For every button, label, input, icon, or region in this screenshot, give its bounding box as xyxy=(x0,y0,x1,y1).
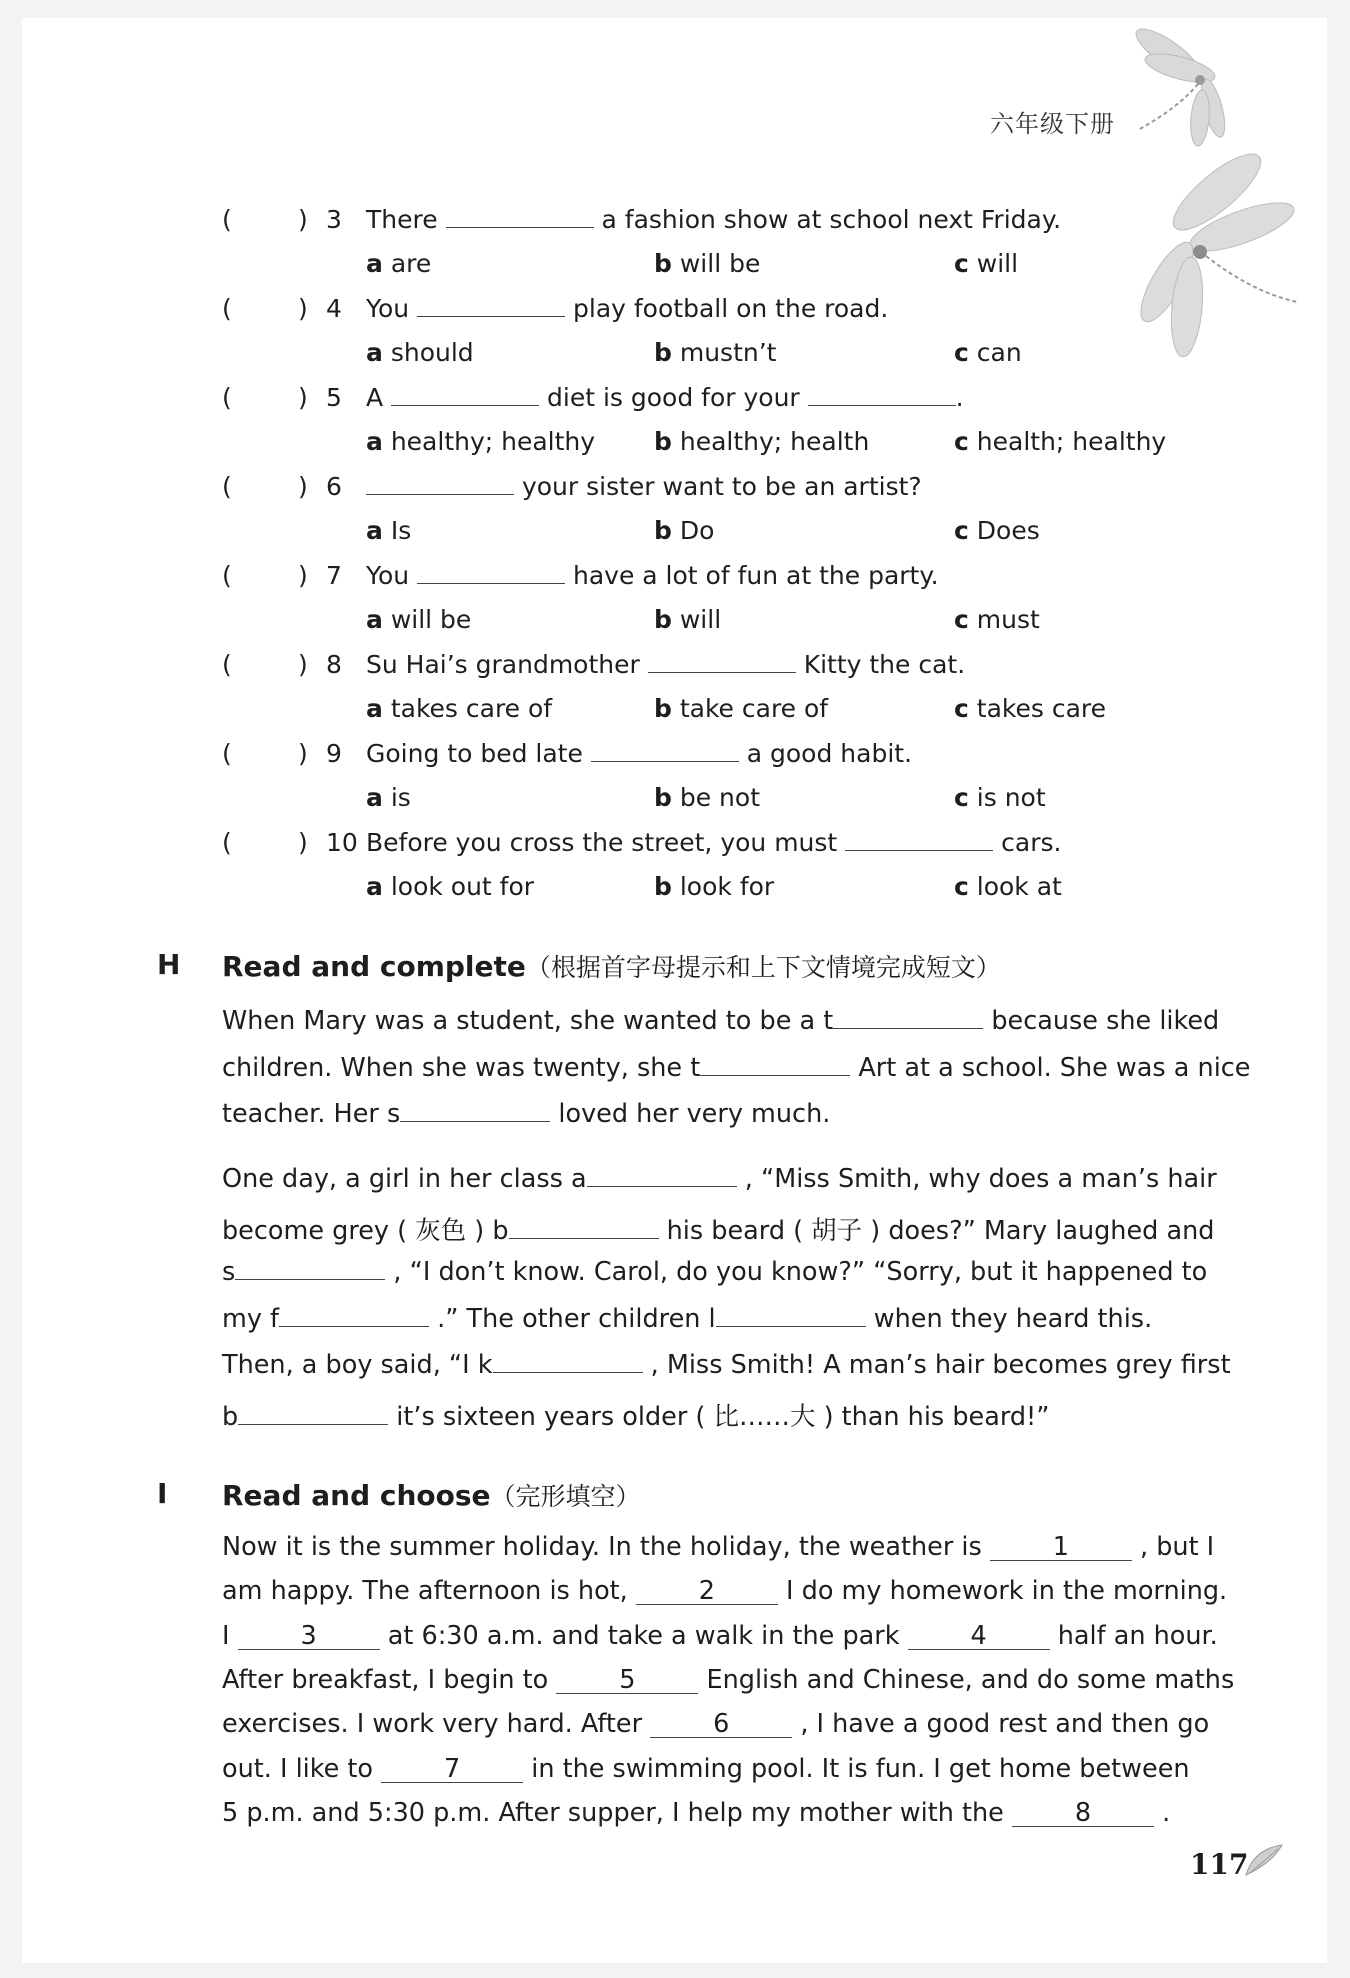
question-row xyxy=(0,739,1350,773)
option-a[interactable] xyxy=(366,783,411,812)
passage-text: , Miss Smith! A man’s hair becomes grey first xyxy=(650,1350,1231,1380)
option-text: will xyxy=(968,249,1019,278)
numbered-blank[interactable]: 7 xyxy=(381,1754,523,1783)
question-text: diet is good for your xyxy=(547,383,800,412)
option-text: are xyxy=(382,249,432,278)
numbered-blank[interactable]: 2 xyxy=(636,1576,778,1605)
question-text: You xyxy=(366,561,410,590)
answer-box[interactable] xyxy=(236,294,294,324)
option-text: is not xyxy=(968,783,1046,812)
passage-text: become grey ( 灰色 ) b xyxy=(222,1215,509,1246)
section-h-title xyxy=(222,948,1001,984)
answer-bracket-close: ) xyxy=(298,828,308,857)
passage-text: b xyxy=(222,1401,239,1432)
section-h-title-cn: （根据首字母提示和上下文情境完成短文） xyxy=(525,953,1001,982)
answer-blank[interactable] xyxy=(700,1074,850,1076)
question-text: Kitty the cat. xyxy=(803,650,966,679)
passage-text: his beard ( 胡子 ) does?” Mary laughed and xyxy=(666,1215,1215,1246)
question-stem xyxy=(366,650,965,679)
option-letter: a xyxy=(366,427,383,456)
options-row xyxy=(0,516,1350,550)
section-i-title-cn: （完形填空） xyxy=(490,1482,641,1511)
answer-blank[interactable] xyxy=(446,226,594,228)
passage-text: out. I like to xyxy=(222,1753,374,1784)
answer-blank[interactable] xyxy=(400,1120,550,1122)
question-text: You xyxy=(366,294,410,323)
question-text: Going to bed late xyxy=(366,739,583,768)
passage-line xyxy=(222,1164,1217,1198)
passage-line xyxy=(222,1257,1207,1291)
passage-line xyxy=(222,1532,1214,1566)
answer-bracket-open: ( xyxy=(222,739,232,768)
answer-blank[interactable] xyxy=(235,1278,385,1280)
option-b[interactable] xyxy=(654,605,721,634)
option-text: healthy; health xyxy=(671,427,870,456)
option-b[interactable] xyxy=(654,249,760,278)
options-row xyxy=(0,338,1350,372)
answer-blank[interactable] xyxy=(366,493,514,495)
section-h-paragraph-2 xyxy=(222,1164,1231,1432)
passage-text: exercises. I work very hard. After xyxy=(222,1709,643,1740)
option-b[interactable] xyxy=(654,427,869,456)
question-row xyxy=(0,205,1350,239)
answer-blank[interactable] xyxy=(417,582,565,584)
option-text: takes care xyxy=(968,694,1107,723)
question-text: Su Hai’s grandmother xyxy=(366,650,640,679)
option-letter: b xyxy=(654,605,672,634)
section-h-title-en: Read and complete xyxy=(222,950,526,983)
passage-text: Now it is the summer holiday. In the holiday, the weather is xyxy=(222,1532,982,1562)
passage-text: English and Chinese, and do some maths xyxy=(706,1664,1235,1695)
answer-blank[interactable] xyxy=(279,1325,429,1327)
question-number: 8 xyxy=(326,650,342,679)
grade-label: 六年级下册 xyxy=(990,110,1115,138)
option-c[interactable] xyxy=(954,338,1022,367)
answer-box[interactable] xyxy=(236,828,294,858)
answer-blank[interactable] xyxy=(808,404,956,406)
numbered-blank[interactable]: 8 xyxy=(1012,1798,1154,1827)
option-text: must xyxy=(968,605,1040,634)
passage-text: Art at a school. She was a nice xyxy=(858,1052,1251,1083)
answer-bracket-close: ) xyxy=(298,205,308,234)
option-letter: c xyxy=(954,694,969,723)
option-a[interactable] xyxy=(366,427,595,456)
passage-text: because she liked xyxy=(991,1006,1220,1036)
passage-text: I do my homework in the morning. xyxy=(786,1576,1228,1607)
passage-text: my f xyxy=(222,1303,280,1334)
answer-bracket-open: ( xyxy=(222,383,232,412)
passage-text: at 6:30 a.m. and take a walk in the park xyxy=(387,1620,900,1651)
answer-blank[interactable] xyxy=(587,1185,737,1187)
options-row xyxy=(0,249,1350,283)
page-number: 117 xyxy=(1190,1848,1249,1881)
option-text: can xyxy=(968,338,1022,367)
option-letter: b xyxy=(654,872,672,901)
passage-text: am happy. The afternoon is hot, xyxy=(222,1576,628,1607)
answer-box[interactable] xyxy=(236,205,294,235)
section-i-title-en: Read and choose xyxy=(222,1479,491,1512)
question-text: a fashion show at school next Friday. xyxy=(601,205,1062,234)
numbered-blank[interactable]: 4 xyxy=(908,1621,1050,1650)
option-letter: a xyxy=(366,605,383,634)
section-h-letter: H xyxy=(157,948,181,981)
passage-line xyxy=(222,1211,1214,1245)
section-i-passage xyxy=(222,1532,1235,1828)
passage-line xyxy=(222,1665,1234,1699)
question-number: 5 xyxy=(326,383,342,412)
question-number: 7 xyxy=(326,561,342,590)
question-stem xyxy=(366,383,964,412)
option-c[interactable] xyxy=(954,516,1040,545)
question-text: . xyxy=(955,383,964,412)
passage-text: After breakfast, I begin to xyxy=(222,1664,549,1695)
option-a[interactable] xyxy=(366,249,431,278)
option-letter: a xyxy=(366,516,383,545)
answer-blank[interactable] xyxy=(493,1371,643,1373)
option-c[interactable] xyxy=(954,694,1106,723)
option-b[interactable] xyxy=(654,694,828,723)
question-number: 9 xyxy=(326,739,342,768)
question-number: 3 xyxy=(326,205,342,234)
answer-blank[interactable] xyxy=(591,760,739,762)
option-letter: c xyxy=(954,249,969,278)
question-text: a good habit. xyxy=(746,739,913,768)
answer-bracket-close: ) xyxy=(298,650,308,679)
question-stem xyxy=(366,205,1061,234)
question-text: There xyxy=(366,205,438,234)
option-text: healthy; healthy xyxy=(382,427,596,456)
option-letter: a xyxy=(366,249,383,278)
answer-blank[interactable] xyxy=(716,1325,866,1327)
option-text: mustn’t xyxy=(671,338,777,367)
option-a[interactable] xyxy=(366,605,471,634)
passage-text: .” The other children l xyxy=(437,1303,716,1334)
answer-bracket-open: ( xyxy=(222,561,232,590)
question-stem xyxy=(366,294,888,323)
answer-blank[interactable] xyxy=(238,1423,388,1425)
option-letter: c xyxy=(954,516,969,545)
option-c[interactable] xyxy=(954,872,1062,901)
answer-blank[interactable] xyxy=(417,315,565,317)
options-row xyxy=(0,783,1350,817)
passage-text: half an hour. xyxy=(1057,1620,1218,1651)
option-letter: c xyxy=(954,783,969,812)
answer-bracket-close: ) xyxy=(298,294,308,323)
question-text: your sister want to be an artist? xyxy=(521,472,922,501)
passage-text: , “I don’t know. Carol, do you know?” “Sorry, but it happened to xyxy=(393,1257,1208,1287)
question-text: Before you cross the street, you must xyxy=(366,828,838,857)
passage-text: When Mary was a student, she wanted to be a t xyxy=(222,1006,834,1036)
answer-blank[interactable] xyxy=(833,1027,983,1029)
passage-line xyxy=(222,1754,1190,1788)
passage-line xyxy=(222,1397,1049,1431)
passage-line xyxy=(222,1576,1227,1610)
answer-bracket-open: ( xyxy=(222,828,232,857)
answer-bracket-close: ) xyxy=(298,383,308,412)
passage-line xyxy=(222,1053,1251,1087)
option-c[interactable] xyxy=(954,249,1018,278)
option-b[interactable] xyxy=(654,516,714,545)
option-text: health; healthy xyxy=(968,427,1167,456)
option-text: is xyxy=(382,783,411,812)
answer-blank[interactable] xyxy=(509,1237,659,1239)
question-row xyxy=(0,650,1350,684)
section-i-letter: I xyxy=(157,1477,168,1510)
passage-text: 5 p.m. and 5:30 p.m. After supper, I help my mother with the xyxy=(222,1797,1004,1828)
question-row xyxy=(0,472,1350,506)
question-row xyxy=(0,383,1350,417)
option-a[interactable] xyxy=(366,694,552,723)
option-text: take care of xyxy=(671,694,829,723)
options-row xyxy=(0,605,1350,639)
passage-text: when they heard this. xyxy=(873,1303,1153,1334)
passage-text: , “Miss Smith, why does a man’s hair xyxy=(744,1164,1217,1194)
option-letter: c xyxy=(954,338,969,367)
answer-bracket-open: ( xyxy=(222,294,232,323)
options-row xyxy=(0,872,1350,906)
leaf-icon xyxy=(1244,1843,1284,1879)
option-text: will be xyxy=(671,249,761,278)
answer-bracket-open: ( xyxy=(222,472,232,501)
numbered-blank[interactable]: 3 xyxy=(238,1621,380,1650)
option-letter: a xyxy=(366,338,383,367)
option-text: takes care of xyxy=(382,694,553,723)
answer-box[interactable] xyxy=(236,739,294,769)
question-stem xyxy=(366,739,912,768)
option-letter: b xyxy=(654,516,672,545)
option-letter: c xyxy=(954,605,969,634)
passage-text: I xyxy=(222,1620,230,1651)
option-b[interactable] xyxy=(654,783,760,812)
question-text: play football on the road. xyxy=(573,294,889,323)
option-b[interactable] xyxy=(654,872,774,901)
question-row xyxy=(0,561,1350,595)
option-text: look out for xyxy=(382,872,535,901)
option-text: will be xyxy=(382,605,472,634)
option-letter: a xyxy=(366,783,383,812)
question-number: 6 xyxy=(326,472,342,501)
answer-blank[interactable] xyxy=(845,849,993,851)
option-letter: c xyxy=(954,427,969,456)
passage-text: in the swimming pool. It is fun. I get home between xyxy=(531,1753,1190,1784)
section-i-title xyxy=(222,1477,641,1513)
option-letter: b xyxy=(654,783,672,812)
passage-text: , but I xyxy=(1140,1532,1215,1562)
options-row xyxy=(0,694,1350,728)
numbered-blank[interactable]: 5 xyxy=(556,1665,698,1694)
numbered-blank[interactable]: 6 xyxy=(650,1709,792,1738)
option-letter: b xyxy=(654,338,672,367)
passage-line xyxy=(222,1304,1152,1338)
passage-text: s xyxy=(222,1257,236,1287)
question-text: have a lot of fun at the party. xyxy=(573,561,939,590)
question-number: 10 xyxy=(326,828,358,857)
passage-text: loved her very much. xyxy=(558,1099,831,1129)
question-text: A xyxy=(366,383,384,412)
option-a[interactable] xyxy=(366,872,534,901)
numbered-blank[interactable]: 1 xyxy=(990,1532,1132,1561)
answer-bracket-close: ) xyxy=(298,561,308,590)
answer-bracket-close: ) xyxy=(298,472,308,501)
question-stem xyxy=(366,472,922,501)
question-number: 4 xyxy=(326,294,342,323)
option-c[interactable] xyxy=(954,783,1046,812)
answer-box[interactable] xyxy=(236,472,294,502)
section-h-paragraph-1 xyxy=(222,1006,1251,1129)
passage-text: it’s sixteen years older ( 比……大 ) than his beard!” xyxy=(396,1401,1050,1432)
option-c[interactable] xyxy=(954,427,1166,456)
option-letter: a xyxy=(366,872,383,901)
question-row xyxy=(0,294,1350,328)
question-text: cars. xyxy=(1001,828,1062,857)
passage-text: . xyxy=(1162,1797,1171,1828)
question-row xyxy=(0,828,1350,862)
option-text: look at xyxy=(968,872,1062,901)
option-letter: c xyxy=(954,872,969,901)
option-c[interactable] xyxy=(954,605,1040,634)
option-text: Does xyxy=(968,516,1040,545)
passage-text: children. When she was twenty, she t xyxy=(222,1052,701,1083)
option-letter: a xyxy=(366,694,383,723)
answer-box[interactable] xyxy=(236,650,294,680)
passage-line xyxy=(222,1709,1209,1743)
answer-bracket-open: ( xyxy=(222,205,232,234)
option-text: Is xyxy=(382,516,412,545)
answer-box[interactable] xyxy=(236,383,294,413)
option-letter: b xyxy=(654,249,672,278)
option-letter: b xyxy=(654,694,672,723)
passage-line xyxy=(222,1621,1218,1655)
option-a[interactable] xyxy=(366,338,474,367)
passage-text: Then, a boy said, “I k xyxy=(222,1350,493,1380)
passage-line xyxy=(222,1798,1170,1832)
answer-blank[interactable] xyxy=(391,404,539,406)
passage-line xyxy=(222,1006,1219,1040)
passage-text: One day, a girl in her class a xyxy=(222,1164,587,1194)
option-text: will xyxy=(671,605,722,634)
option-a[interactable] xyxy=(366,516,411,545)
option-text: should xyxy=(382,338,474,367)
passage-line xyxy=(222,1350,1231,1384)
option-b[interactable] xyxy=(654,338,776,367)
passage-line xyxy=(222,1099,830,1133)
question-stem xyxy=(366,561,939,590)
dragonfly-top-illustration xyxy=(1118,18,1238,168)
options-row xyxy=(0,427,1350,461)
option-text: be not xyxy=(671,783,760,812)
option-text: Do xyxy=(671,516,715,545)
option-letter: b xyxy=(654,427,672,456)
question-stem xyxy=(366,828,1061,857)
option-text: look for xyxy=(671,872,775,901)
answer-bracket-open: ( xyxy=(222,650,232,679)
passage-text: , I have a good rest and then go xyxy=(800,1709,1210,1740)
answer-bracket-close: ) xyxy=(298,739,308,768)
passage-text: teacher. Her s xyxy=(222,1099,401,1129)
answer-box[interactable] xyxy=(236,561,294,591)
answer-blank[interactable] xyxy=(648,671,796,673)
